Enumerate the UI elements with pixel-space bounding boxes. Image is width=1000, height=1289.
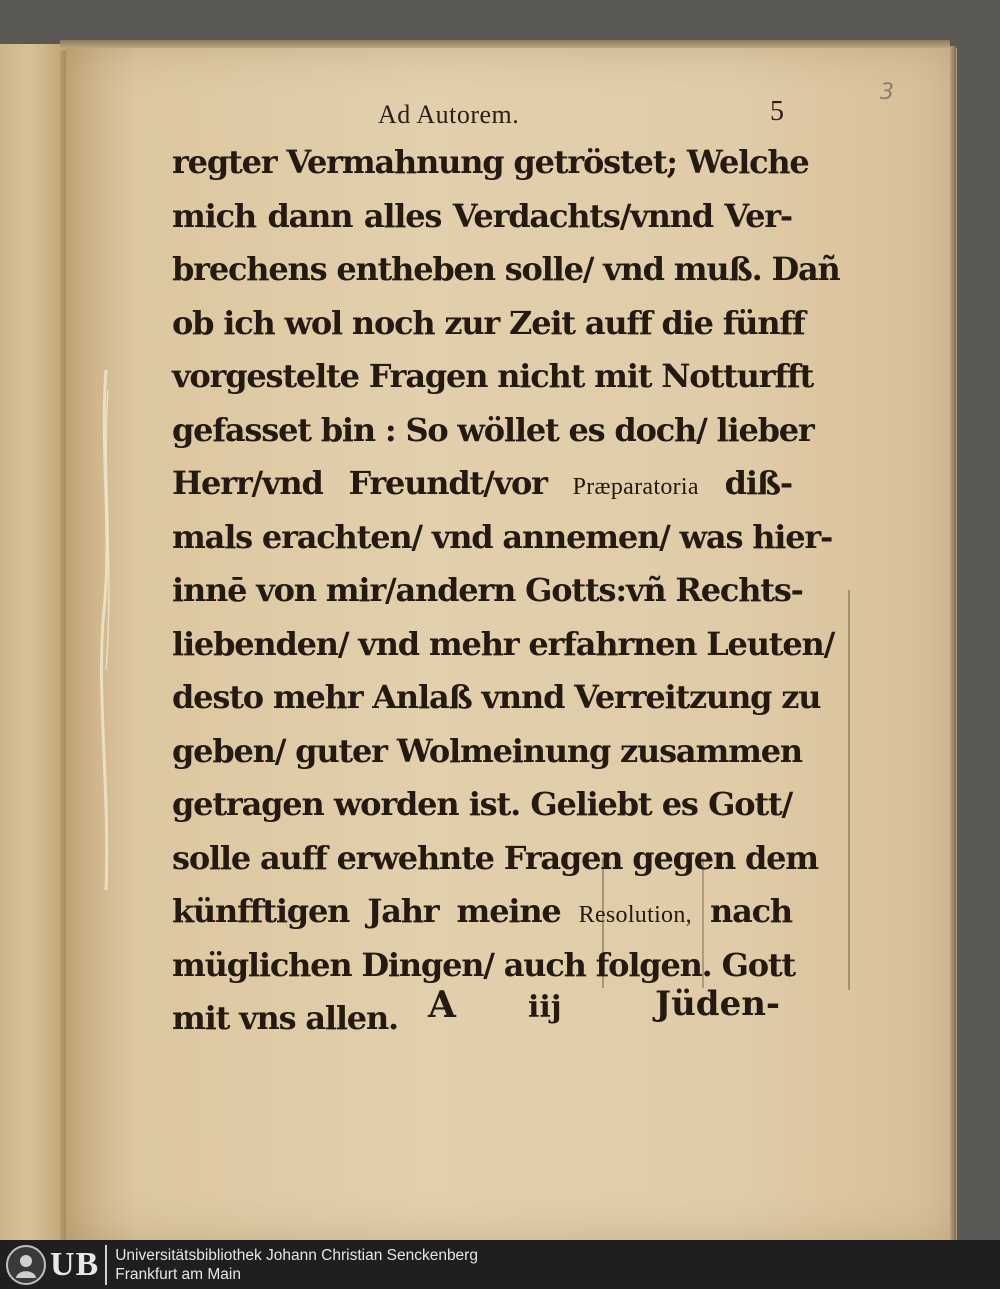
text-segment: diß- bbox=[698, 464, 792, 502]
body-text bbox=[172, 136, 840, 1046]
text-segment: künfftigen Jahr meine bbox=[172, 892, 579, 930]
text-line: solle auff erwehnte Fragen gegen dem bbox=[172, 838, 818, 877]
text-segment: Herr/vnd Freundt/vor bbox=[172, 464, 573, 502]
text-line: liebenden/ vnd mehr erfahrnen Leuten/ bbox=[172, 624, 835, 663]
library-footer bbox=[0, 1240, 1000, 1289]
text-line: mich dann alles Verdachts/vnnd Ver- bbox=[172, 196, 792, 235]
text-line: mals erachten/ vnd annemen/ was hier- bbox=[172, 517, 833, 556]
signature-mark: A bbox=[428, 984, 456, 1026]
bleed-through-rule bbox=[848, 590, 850, 990]
text-line: geben/ guter Wolmeinung zusammen bbox=[172, 731, 802, 770]
running-header: Ad Autorem. bbox=[378, 100, 520, 129]
text-line bbox=[172, 457, 792, 511]
binding-thread-icon bbox=[96, 370, 116, 890]
ub-letters: UB bbox=[50, 1245, 100, 1283]
text-line: vorgestelte Fragen nicht mit Notturfft bbox=[172, 357, 814, 395]
pencil-mark: 3 bbox=[880, 80, 894, 105]
seal-portrait-icon bbox=[6, 1245, 46, 1285]
text-line bbox=[172, 885, 792, 939]
latin-word: Resolution, bbox=[578, 902, 692, 928]
signature-number: iij bbox=[528, 990, 562, 1025]
logo-divider bbox=[105, 1245, 107, 1285]
text-line: regter Vermahnung getröstet; Welche bbox=[172, 143, 809, 181]
text-line: desto mehr Anlaß vnnd Verreitzung zu bbox=[172, 678, 821, 716]
text-line: innē von mir/andern Gotts:vñ Rechts- bbox=[172, 571, 803, 609]
institution-line-2: Frankfurt am Main bbox=[115, 1265, 241, 1283]
text-line: getragen worden ist. Geliebt es Gott/ bbox=[172, 785, 792, 823]
page-right-edge bbox=[950, 46, 956, 1240]
latin-word: Præparatoria bbox=[572, 474, 699, 500]
catchword: Jüden- bbox=[655, 984, 781, 1024]
text-line: mit vns allen. bbox=[172, 999, 398, 1037]
institution-line-1: Universitätsbibliothek Johann Christian Senckenberg bbox=[115, 1246, 478, 1264]
institution-name[interactable] bbox=[115, 1246, 478, 1284]
text-segment: nach bbox=[691, 892, 792, 930]
text-line: müglichen Dingen/ auch folgen. Gott bbox=[172, 945, 796, 984]
ub-logo[interactable] bbox=[6, 1243, 107, 1287]
text-line: gefasset bin : So wöllet es doch/ lieber bbox=[172, 410, 814, 449]
text-line: ob ich wol noch zur Zeit auff die fünff bbox=[172, 303, 805, 342]
page-number: 5 bbox=[770, 96, 784, 127]
text-line: brechens entheben solle/ vnd muß. Dañ bbox=[172, 250, 840, 288]
